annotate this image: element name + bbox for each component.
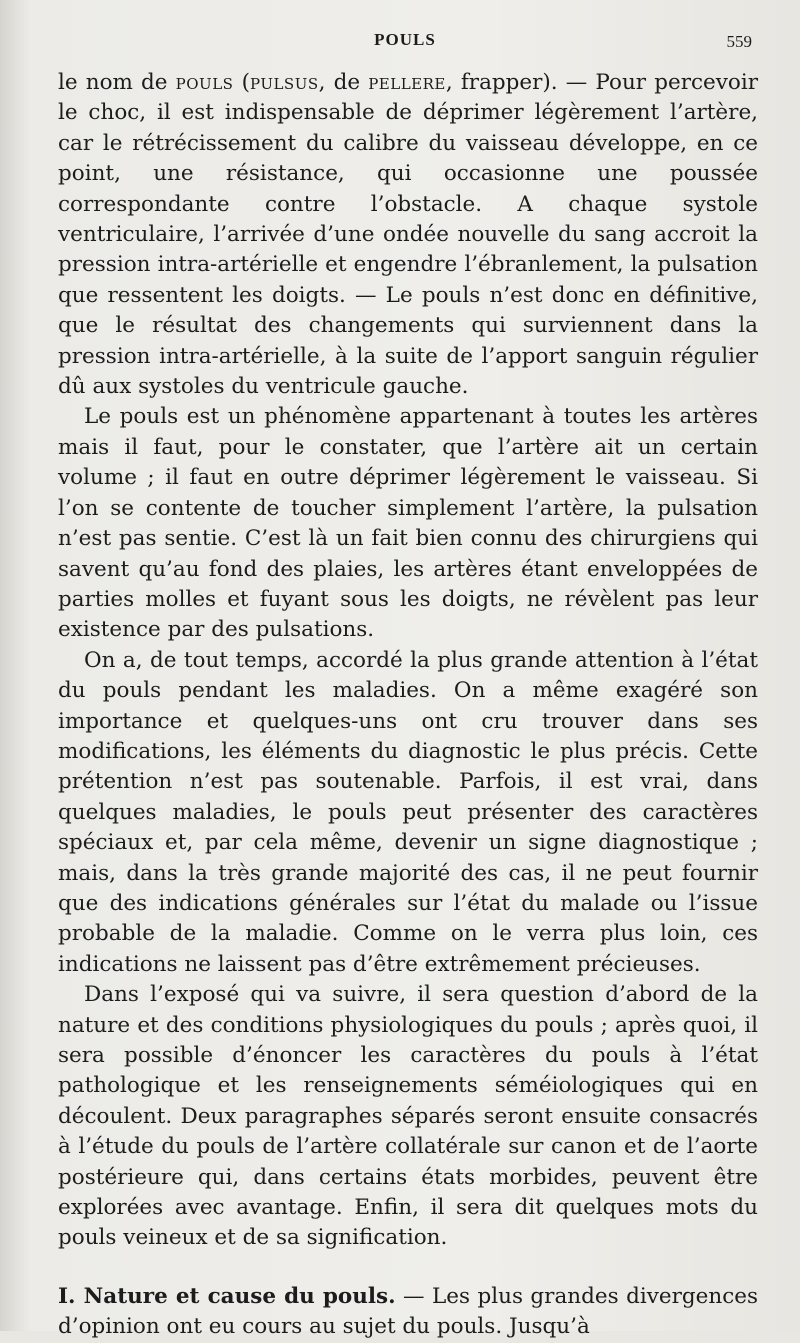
term-pouls: pouls [175,70,234,95]
section-heading: I. Nature et cause du pouls. [58,1283,396,1309]
paragraph-2: Le pouls est un phénomène appartenant à toutes les artères mais il faut, pour le constater, que l’artère ait un certain volume ; il faut en outre déprimer légèrement le vaisseau. Si l’on se contente de toucher simplement l’artère, la pulsation n’est pas sentie. C’est là un fait bien connu des chirurgiens qui savent qu’au fond des plaies, les artères étant enveloppées de parties molles et fuyant sous les doigts, ne révèlent pas leur existence par des pulsations. [58,404,758,643]
term-pellere: pellere [368,70,446,95]
paragraph-1-mid2: , de [318,70,369,95]
running-title: POULS [374,30,436,49]
page-header [58,30,752,60]
section-text: — Les plus grandes divergences d’opinion ont eu cours au sujet du pouls. Jusqu’à [58,1283,758,1340]
paragraph-1-pre: le nom de [58,70,176,95]
term-pulsus: pulsus [249,70,319,95]
paragraph-1-post: , frapper). — Pour percevoir le choc, il est indispensable de déprimer légèrement l’artère, car le rétrécissement du calibre du vaisseau développe, en ce point, une résistance, qui occasionne une poussée correspondante contre l’obstacle. A chaque systole ventriculaire, l’arrivée d’une ondée nouvelle du sang accroit la pression intra-artérielle et engendre l’ébranlement, la pulsation que ressentent les doigts. — Le pouls n’est donc en définitive, que le résultat des changements qui surviennent dans la pression intra-artérielle, à la suite de l’apport sanguin régulier dû aux systoles du ventricule gauche. [58,70,758,400]
section-1 [58,1282,758,1343]
paragraph-1 [58,68,758,402]
paragraph-3: On a, de tout temps, accordé la plus grande attention à l’état du pouls pendant les maladies. On a même exagéré son importance et quelques-uns ont cru trouver dans ses modifications, les éléments du diagnostic le plus précis. Cette prétention n’est pas soutenable. Parfois, il est vrai, dans quelques maladies, le pouls peut présenter des caractères spéciaux et, par cela même, devenir un signe diagnostique ; mais, dans la très grande majorité des cas, il ne peut fournir que des indications générales sur l’état du malade ou l’issue probable de la maladie. Comme on le verra plus loin, ces indications ne laissent pas d’être extrêmement précieuses. [58,647,758,977]
page-body [58,68,758,1343]
paragraph-4: Dans l’exposé qui va suivre, il sera question d’abord de la nature et des conditions physiologiques du pouls ; après quoi, il sera possible d’énoncer les caractères du pouls à l’état pathologique et les renseignements séméiologiques qui en découlent. Deux paragraphes séparés seront ensuite consacrés à l’étude du pouls de l’artère collatérale sur canon et de l’aorte postérieure qui, dans certains états morbides, peuvent être explorées avec avantage. Enfin, il sera dit quelques mots du pouls veineux et de sa signification. [58,982,758,1251]
page-number: 559 [726,32,752,51]
paragraph-1-mid1: ( [233,70,250,95]
